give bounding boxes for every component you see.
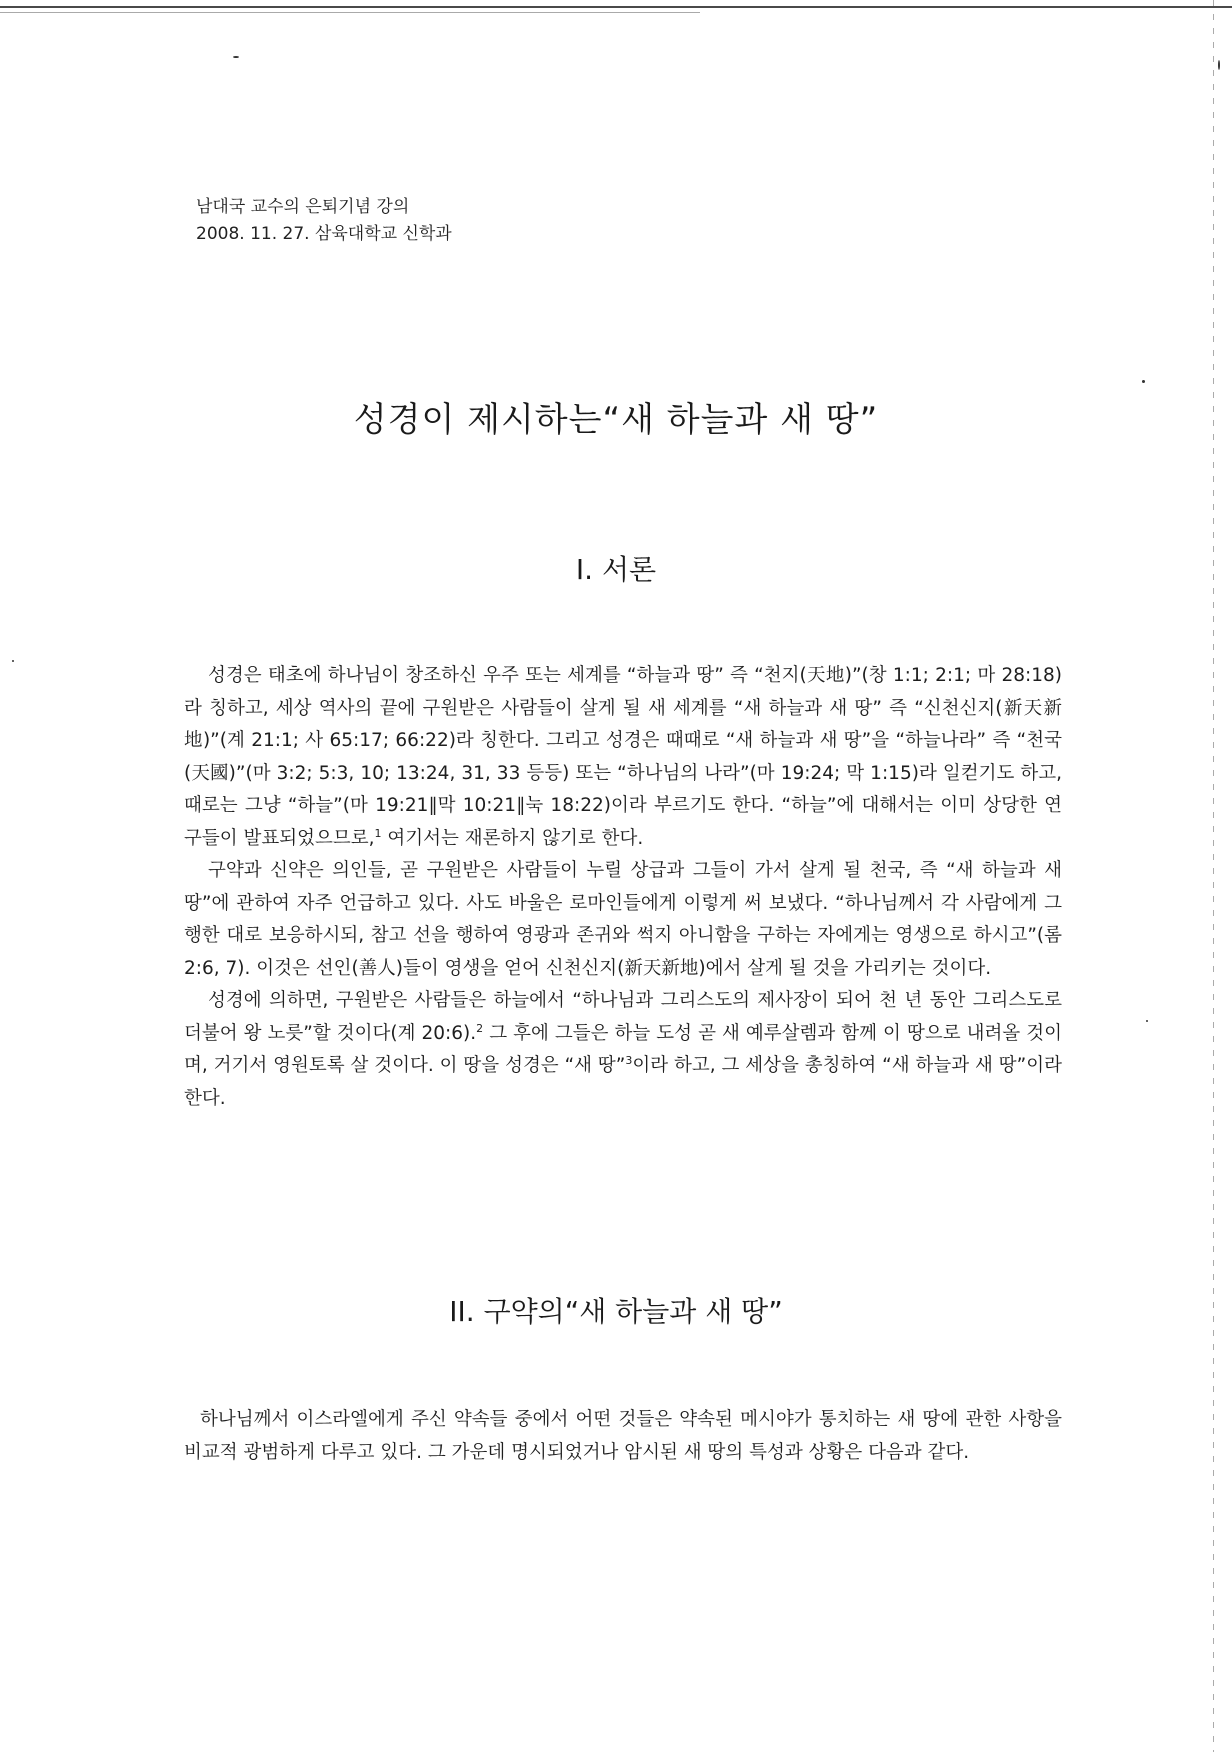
paragraph: 하나님께서 이스라엘에게 주신 약속들 중에서 어떤 것들은 약속된 메시야가 통치하는 새 땅에 관한 사항을 비교적 광범하게 다루고 있다. 그 가운데 명시되었거나 암시된 새 땅의 특성과 상황은 다음과 같다. bbox=[184, 1409, 1062, 1463]
scan-border-right bbox=[1213, 0, 1214, 1752]
scan-border-top bbox=[0, 6, 1232, 8]
footnote-ref: 1 bbox=[374, 826, 382, 840]
paragraph: 구약과 신약은 의인들, 곧 구원받은 사람들이 누릴 상급과 그들이 가서 살게 될 천국, 즉 “새 하늘과 새 땅”에 관하여 자주 언급하고 있다. 사도 바울은 로마인들에게 이렇게 써 보냈다. “하나님께서 각 사람에게 그 행한 대로 보응하시되, 참고 선을 행하여 영광과 존귀와 썩지 아니함을 구하는 자에게는 영생으로 하시고”(롬 2:6, 7). 이것은 선인(善人)들이 영생을 얻어 신천신지(新天新地)에서 살게 될 것을 가리키는 것이다. bbox=[184, 860, 1062, 979]
footnote-ref: 3 bbox=[625, 1053, 633, 1067]
scan-speck bbox=[233, 56, 239, 58]
lecture-label: 남대국 교수의 은퇴기념 강의 bbox=[196, 197, 410, 217]
section-body-introduction bbox=[184, 660, 1062, 1115]
scan-border-line bbox=[0, 12, 700, 13]
section-body-old-testament bbox=[184, 1404, 1062, 1469]
section-heading-introduction: I. 서론 bbox=[575, 553, 657, 586]
section-heading-old-testament: II. 구약의“새 하늘과 새 땅” bbox=[449, 1295, 783, 1328]
document-title: 성경이 제시하는“새 하늘과 새 땅” bbox=[353, 400, 879, 440]
document-header bbox=[196, 194, 452, 248]
lecture-date-venue: 2008. 11. 27. 삼육대학교 신학과 bbox=[196, 224, 452, 244]
paragraph: 성경은 태초에 하나님이 창조하신 우주 또는 세계를 “하늘과 땅” 즉 “천지(天地)”(창 1:1; 2:1; 마 28:18)라 칭하고, 세상 역사의 끝에 구원받은 사람들이 살게 될 새 세계를 “새 하늘과 새 땅” 즉 “신천신지(新天新地)”(계 21:1; 사 65:17; 66:22)라 칭한다. 그리고 성경은 때때로 “새 하늘과 새 땅”을 “하늘나라” 즉 “천국(天國)”(마 3:2; 5:3, 10; 13:24, 31, 33 등등) 또는 “하나님의 나라”(마 19:24; 막 1:15)라 일컫기도 하고, 때로는 그냥 “하늘”(마 19:21∥막 10:21∥눅 18:22)이라 부르기도 한다. “하늘”에 대해서는 이미 상당한 연구들이 발표되었으므로,$^1$ 여기서는 재론하지 않기로 한다. bbox=[184, 665, 1062, 849]
scan-speck bbox=[1218, 60, 1220, 70]
scan-speck bbox=[1142, 380, 1145, 383]
scan-speck bbox=[12, 660, 14, 662]
paragraph: 성경에 의하면, 구원받은 사람들은 하늘에서 “하나님과 그리스도의 제사장이 되어 천 년 동안 그리스도로 더불어 왕 노릇”할 것이다(계 20:6).$^2$ 그 후에 그들은 하늘 도성 곧 새 예루살렘과 함께 이 땅으로 내려올 것이며, 거기서 영원토록 살 것이다. 이 땅을 성경은 “새 땅”$^3$이라 하고, 그 세상을 총칭하여 “새 하늘과 새 땅”이라 한다. bbox=[184, 990, 1062, 1109]
scan-speck bbox=[1146, 1020, 1148, 1022]
footnote-ref: 2 bbox=[476, 1021, 484, 1035]
